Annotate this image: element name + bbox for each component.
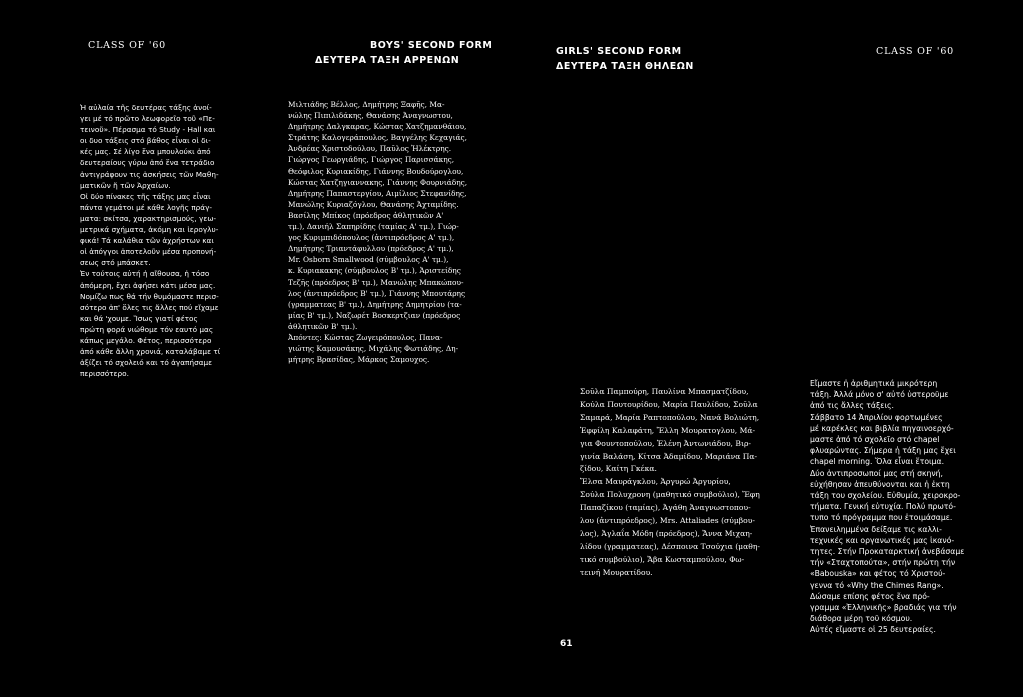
roster-line: μίας Β' τμ.), Ναζωρέτ Βοσκερτζιαν (πρόεδρος: [288, 310, 461, 320]
roster-line: Κούλα Πουτουρίδου, Μαρία Παυλίδου, Σοῦλα: [580, 399, 758, 409]
roster-line: Στράτης Καλογεράπουλος, Βαγγέλης Κεχαγιάς,: [288, 133, 467, 143]
text-line: τεχνικές και οργανωτικές μας ἱκανό-: [810, 535, 955, 545]
roster-line: (γραμματεας Β' τμ.), Δημήτρης Δημητρίου (τα-: [288, 299, 462, 309]
text-line: και θά 'χουμε. Ἴσως γιατί φέτος: [80, 313, 198, 323]
girls-title-en: GIRLS' SECOND FORM: [556, 46, 682, 57]
roster-line: Θεόφιλος Κυριακίδης, Γιάννης Βουδούρογλου,: [288, 166, 464, 176]
text-line: γει μέ τό πρῶτο λεωφορεῖο τοῦ «Πε-: [80, 114, 215, 124]
roster-line: Μανώλης Κυριαζόγλου, Θανάσης Ἀχταμίδης.: [288, 199, 459, 209]
text-line: μέ καρέκλες και βιβλία πηγαινοερχό-: [810, 423, 954, 433]
roster-line: Ἔλσα Μαυράγκλου, Ἀργυρώ Ἀργυρίου,: [580, 477, 731, 487]
roster-line: Τεζῆς (πρόεδρος Β' τμ.), Μανώλης Μπακώπου-: [288, 277, 464, 287]
left-article-text: [80, 102, 270, 379]
roster-line: τεινή Μουρατίδου.: [580, 567, 653, 577]
roster-line: Βασίλης Μπίκος (πρόεδρος ἀθλητικῶν Α': [288, 210, 444, 220]
text-line: τήματα. Γενική εὐτυχία. Πολύ πρωτό-: [810, 502, 956, 512]
roster-line: Δημήτρης Τριαντάφυλλου (πρόεδρος Α' τμ.),: [288, 244, 454, 254]
text-line: Σάββατο 14 Ἀπριλίου φορτωμένες: [810, 412, 943, 422]
roster-line: Ἀπόντες: Κώστας Ζωγειρόπουλος, Πανα-: [288, 332, 443, 342]
text-line: Δώσαμε επίσης φέτος ἕνα πρό-: [810, 591, 930, 601]
text-line: ματικῶν ἤ τῶν Ἀρχαίων.: [80, 180, 171, 190]
roster-line: Σούλα Πολυχρονη (μαθητικό συμβούλιο), Ἔφη: [580, 490, 760, 500]
text-line: τυπο τό πρόγραμμα που ἑτοιμάσαμε.: [810, 513, 953, 523]
text-line: δευτεραίους γύρω ἀπό ἕνα τετράδιο: [80, 158, 215, 168]
roster-line: Ἐφφίλη Καλαφάτη, Ἔλλη Μουρατογλου, Μά-: [580, 425, 756, 435]
boys-title-en: BOYS' SECOND FORM: [370, 40, 493, 51]
text-line: μετρικά σχήματα, ἀκόμη και ἱερογλυ-: [80, 225, 219, 235]
roster-line: γινία Βαλάση, Κίτσα Ἀδαμίδου, Μαριάνα Πα-: [580, 451, 758, 461]
roster-line: λος), Ἀγλαΐα Μόδη (πρόεδρος), Ἄννα Μιχαη-: [580, 528, 753, 538]
text-line: τάξη του σχολείου. Εὐθυμία, χειροκρο-: [810, 491, 961, 501]
roster-line: για Φουντοπούλου, Ἑλένη Ἀντωνιάδου, Βιρ-: [580, 438, 751, 448]
text-line: σεως στό μπάσκετ.: [80, 258, 151, 268]
text-line: πρώτη φορά νιώθομε τόν εαυτό μας: [80, 324, 214, 334]
text-line: ἀπόμερη, ἔχει ἀφήσει κάτι μέσα μας.: [80, 280, 216, 290]
girls-title-gr: ΔΕΥΤΕΡΑ ΤΑΞΗ ΘΗΛΕΩΝ: [556, 61, 694, 72]
class-label-left: CLASS OF '60: [88, 40, 167, 51]
text-line: ματα: σκίτσα, χαρακτηρισμούς, γεω-: [80, 213, 217, 223]
text-line: Ἡ αὐλαία τῆς δευτέρας τάξης ἀνοί-: [80, 103, 212, 112]
boys-title-gr: ΔΕΥΤΕΡΑ ΤΑΞΗ ΑΡΡΕΝΩΝ: [315, 55, 460, 66]
text-line: Νομίζω πως θά τήν θυμόμαστε περισ-: [80, 291, 219, 301]
roster-line: Κώστας Χατζηγιαννακης, Γιάννης Φουρνιάδης,: [288, 177, 468, 187]
text-line: διάθορα μέρη τοῦ κόσμου.: [810, 614, 913, 624]
text-line: εὐχήθησαν ἀπευθύνονται και ἡ ἐκτη: [810, 479, 950, 489]
page-number: 61: [560, 639, 573, 649]
text-line: τητες. Στήν Προκαταρκτική ἀνεβάσαμε: [810, 547, 965, 557]
text-line: Εἴμαστε ἡ ἀριθμητικά μικρότερη: [810, 379, 938, 388]
text-line: Οἱ δύο πίνακες τῆς τάξης μας εἶναι: [80, 191, 211, 201]
class-label-right: CLASS OF '60: [876, 46, 955, 57]
roster-line: λου (ἀντιπρόεδρος), Mrs. Attaliades (σύμβου-: [580, 516, 755, 526]
boys-roster: [288, 99, 498, 365]
roster-line: Σαμαρά, Μαρία Ραπτοπούλου, Νανά Βολιώτη,: [580, 412, 760, 422]
roster-line: Δημήτρης Δαλγκαρας, Κώστας Χατζημανθάιου,: [288, 122, 467, 132]
text-line: ἀξίζει τό σχολειό και τό ἀγαπήσαμε: [80, 358, 213, 368]
roster-line: νώλης Πιπιλιδάκης, Θανάσης Ἀναγνωστου,: [288, 111, 453, 121]
text-line: κάπως μεγάλο. Φέτος, περισσότερο: [80, 335, 212, 345]
text-line: γραμμα «Ἐλληνικῆς» βραδιάς για τήν: [810, 603, 957, 613]
girls-roster: [580, 386, 785, 580]
text-line: chapel morning. Ὅλα εἶναι ἕτοιμα.: [810, 457, 945, 467]
roster-line: ζίδου, Καίτη Γκέκα.: [580, 464, 657, 474]
text-line: κές μας. Σέ λίγο ἕνα μπουλούκι ἀπό: [80, 147, 211, 157]
text-line: φικά! Τά καλάθια τῶν ἀχρήστων και: [80, 236, 214, 246]
roster-line: γος Κυριμπιδόπουλος (ἀντιπρόεδρος Α' τμ.),: [288, 233, 455, 243]
roster-line: Μιλτιάδης Βέλλος, Δημήτρης Ξαφῆς, Μα-: [288, 100, 445, 109]
text-line: Ἐπανειλημμένα δείξαμε τις καλλι-: [810, 524, 942, 534]
text-line: σότερο ἀπ' ὅλες τις ἄλλες πού εἴχαμε: [80, 302, 219, 312]
roster-line: Σοῦλα Παμπούρη, Παυλίνα Μπασματζίδου,: [580, 387, 749, 396]
text-line: οι δυο τάξεις στό βάθος εἶναι οἱ δι-: [80, 136, 211, 146]
text-line: φλυαρώντας. Σήμερα ἡ τάξη μας ἔχει: [810, 446, 956, 456]
roster-line: Ἀνδρέας Χριστοδούλου, Παῦλος Ἠλέκτρης.: [288, 144, 452, 154]
text-line: περισσότερο.: [80, 369, 129, 379]
roster-line: ἀθλητικῶν Β' τμ.).: [288, 321, 358, 331]
text-line: Αὐτές εἴμαστε οἱ 25 δευτεραίες.: [810, 625, 936, 635]
roster-line: Γιώργος Γεωργιάδης, Γιώργος Παρισσάκης,: [288, 155, 455, 165]
roster-line: Mr. Osborn Smallwood (σύμβουλος Α' τμ.),: [288, 255, 449, 265]
text-line: «Babouska» και φέτος τό Χριστού-: [810, 569, 946, 579]
text-line: γεννα τό «Why the Chimes Rang».: [810, 580, 944, 590]
text-line: τήν «Σταχτοπούτα», στήν πρώτη τήν: [810, 558, 956, 568]
roster-line: τμ.), Δανιήλ Σαπηρίδης (ταμίας Α' τμ.), Γιώρ-: [288, 222, 459, 232]
roster-line: Παπαζίκου (ταμίας), Ἀγάθη Ἀναγνωστοπου-: [580, 503, 751, 513]
text-line: ἀπό τις ἄλλες τάξεις.: [810, 401, 894, 411]
text-line: μαστε ἀπό τό σχολεῖο στό chapel: [810, 435, 940, 445]
text-line: ἀπό κάθε ἄλλη χρονιά, καταλάβαμε τί: [80, 347, 221, 357]
roster-line: γιώτης Καμουσάκης, Μιχάλης Φωτιάδης, Δη-: [288, 344, 459, 354]
roster-line: κ. Κυριακακης (σύμβουλος Β' τμ.), Ἀριστείδης: [288, 266, 461, 276]
text-line: Ἐν τούτοις αὐτή ἡ αἴθουσα, ἡ τόσο: [80, 269, 210, 279]
text-line: πάντα γεμάτοι μέ κάθε λογῆς πράγ-: [80, 202, 213, 212]
right-article-text: [810, 378, 1015, 636]
roster-line: τικό συμβούλιο), Ἄβα Κωσταμπούλου, Φω-: [580, 554, 745, 564]
roster-line: λος (ἀντιπρόεδρος Β' τμ.), Γιάννης Μπουτάρης: [288, 288, 466, 298]
text-line: ἀντιγράφουν τις ἀσκήσεις τῶν Μαθη-: [80, 169, 219, 179]
roster-line: λίδου (γραμματεας), Δέσποινα Τσούχια (μαθη-: [580, 541, 760, 551]
text-line: οἱ ἀπόγγοι ἀποτελοῦν μέσα προπονή-: [80, 247, 217, 257]
roster-line: Δημήτρης Παπαστεργίου, Αιμίλιος Στεφανίδης,: [288, 188, 467, 198]
text-line: τάξη. Ἀλλά μόνο σ' αὐτό ὑστεροῦμε: [810, 390, 949, 400]
text-line: Δύο ἀντιπροσωποί μας στή σκηνή,: [810, 468, 943, 478]
text-line: τεινοῦ». Πέρασμα τό Study - Hall και: [80, 125, 216, 135]
roster-line: μήτρης Βρασίδας, Μάρκος Σαμουχος.: [288, 355, 430, 365]
